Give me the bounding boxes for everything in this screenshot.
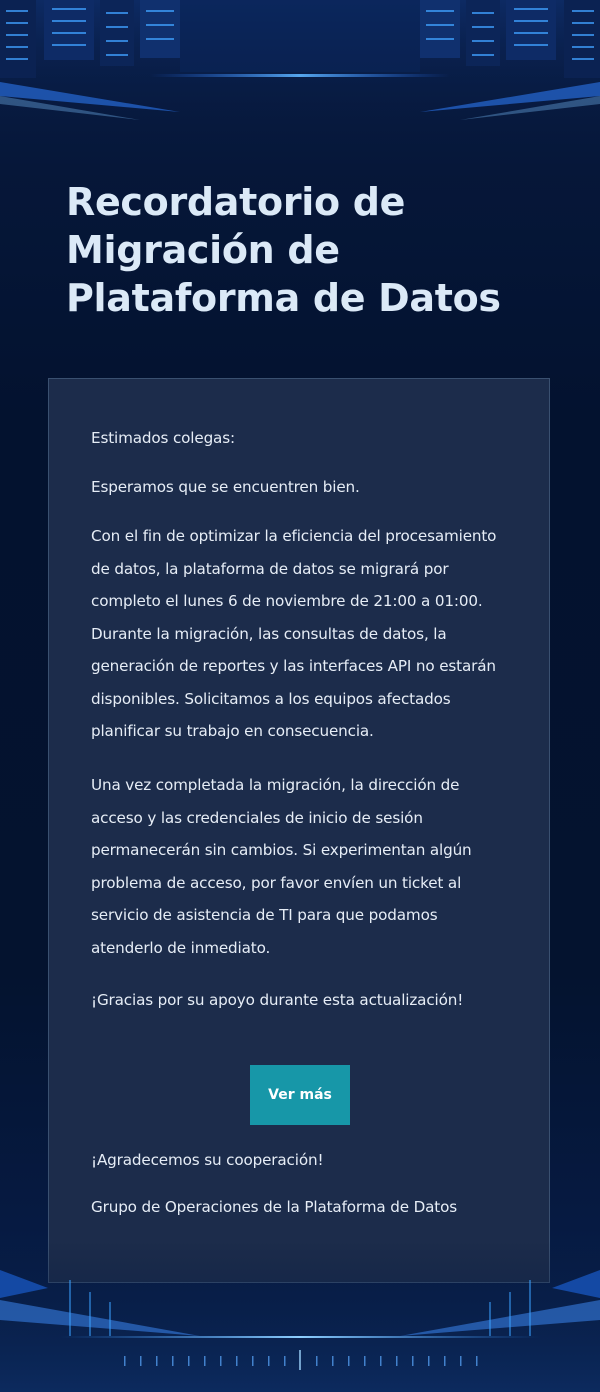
light-banner-bottom — [0, 1240, 600, 1392]
thanks-text: ¡Gracias por su apoyo durante esta actualización! — [91, 991, 464, 1009]
see-more-button[interactable]: Ver más — [250, 1065, 350, 1125]
greeting-text: Estimados colegas: — [91, 429, 235, 447]
intro-text: Esperamos que se encuentren bien. — [91, 478, 360, 496]
server-banner-top — [0, 0, 600, 140]
signature-text: Grupo de Operaciones de la Plataforma de Datos — [91, 1198, 458, 1216]
closing-text: ¡Agradecemos su cooperación! — [91, 1151, 324, 1169]
email-card — [48, 378, 550, 1283]
post-migration-paragraph: Una vez completada la migración, la dirección de acceso y las credenciales de inicio de sesión permanecerán sin cambios. Si experimentan algún problema de acceso, por favor envíen un ticket al servicio de asistencia de TI para que podamos atenderlo de inmediato. — [91, 776, 472, 957]
email-title: Recordatorio de Migración de Plataforma de Datos — [66, 180, 501, 320]
migration-details-paragraph: Con el fin de optimizar la eficiencia del procesamiento de datos, la plataforma de datos se migrará por completo el lunes 6 de noviembre de 21:00 a 01:00. Durante la migración, las consultas de datos, la generación de reportes y las interfaces API no estarán disponibles. Solicitamos a los equipos afectados planificar su trabajo en consecuencia. — [91, 527, 497, 740]
